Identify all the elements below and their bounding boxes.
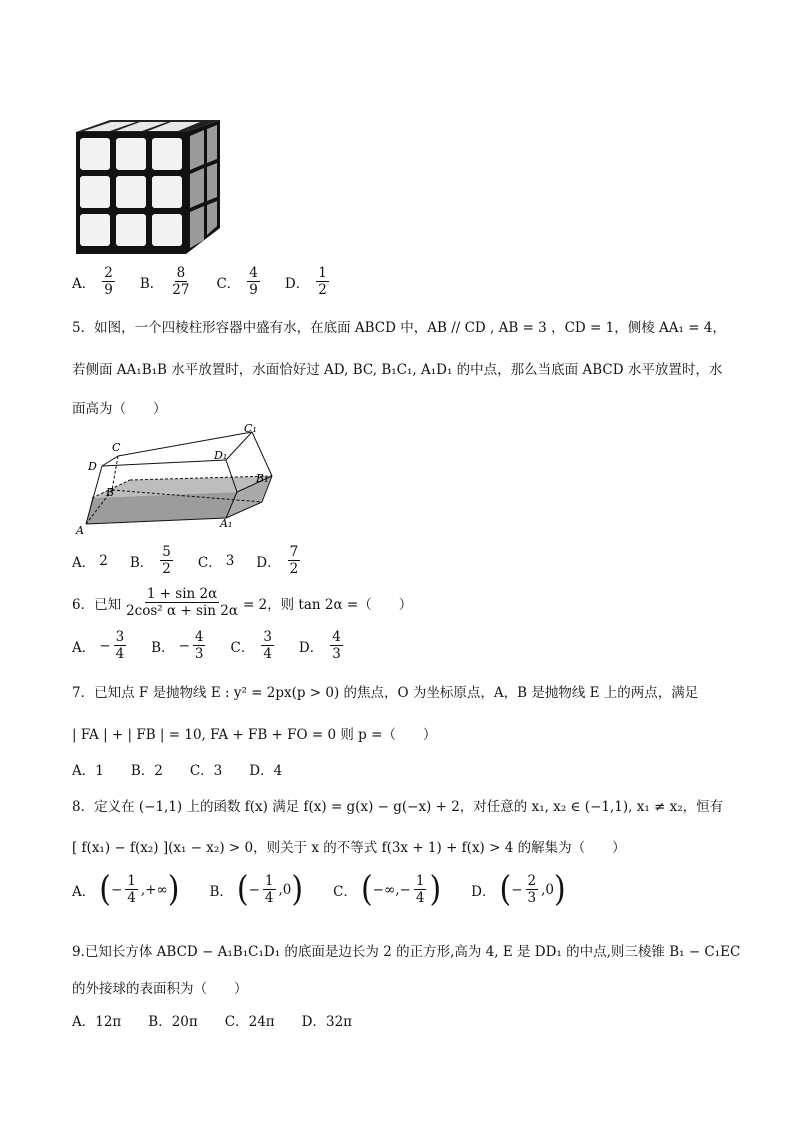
vertex-label-d1: D₁ bbox=[214, 449, 228, 462]
vertex-label-d: D bbox=[88, 460, 97, 473]
q6-options bbox=[72, 630, 368, 661]
q8-stem-line2: [ f(x₁) − f(x₂) ](x₁ − x₂) > 0，则关于 x 的不等式 f(3x + 1) + f(x) > 4 的解集为（ ） bbox=[72, 840, 626, 856]
q4-option-c[interactable]: C． $\frac{4}{9}$ bbox=[216, 265, 258, 299]
q5-option-c[interactable]: C． 3 bbox=[197, 552, 235, 571]
q5-stem-line3: 面高为（ ） bbox=[72, 401, 167, 417]
q6-stem: 6．已知 $\frac{1 + \sin 2\alpha}{\text{2cos² α + sin 2α}}$ = 2，则 tan 2α =（ ） bbox=[72, 586, 413, 620]
rubiks-cube-figure bbox=[74, 118, 224, 258]
q5-option-d[interactable]: D． $\frac{7}{2}$ bbox=[256, 544, 299, 578]
q9-stem-line2: 的外接球的表面积为（ ） bbox=[72, 981, 248, 997]
q8-option-d[interactable]: D． ( − $\frac{2}{3}$ ,0 ) bbox=[471, 868, 566, 910]
q5-option-a[interactable]: A． 2 bbox=[72, 552, 108, 571]
vertex-label-c1: C₁ bbox=[244, 422, 257, 435]
q6-fraction: $\frac{1 + \sin 2\alpha}{\text{2cos² α + sin 2α}}$ bbox=[126, 586, 238, 620]
vertex-label-a1: A₁ bbox=[220, 517, 233, 530]
q4-options bbox=[72, 266, 354, 297]
prism-water-figure bbox=[72, 420, 282, 538]
q6-option-b[interactable]: B． − $\frac{4}{3}$ bbox=[151, 629, 204, 663]
q5-option-b[interactable]: B． $\frac{5}{2}$ bbox=[129, 544, 171, 578]
q9-stem-line1: 9.已知长方体 ABCD − A₁B₁C₁D₁ 的底面是边长为 2 的正方形,高为 4, E 是 DD₁ 的中点,则三棱锥 B₁ − C₁EC bbox=[72, 944, 741, 960]
q8-stem-line1: 8．定义在 (−1,1) 上的函数 f(x) 满足 f(x) = g(x) − g(−x) + 2，对任意的 x₁, x₂ ∈ (−1,1), x₁ ≠ x₂，恒有 bbox=[72, 799, 724, 815]
vertex-label-c: C bbox=[112, 441, 121, 454]
q6-option-a[interactable]: A． − $\frac{3}{4}$ bbox=[72, 629, 125, 663]
vertex-label-a: A bbox=[76, 524, 84, 537]
q6-option-c[interactable]: C． $\frac{3}{4}$ bbox=[230, 629, 272, 663]
q9-options[interactable]: A．12π B．20π C．24π D．32π bbox=[72, 1014, 353, 1030]
q4-option-b[interactable]: B． $\frac{8}{27}$ bbox=[139, 265, 190, 299]
q7-stem-line1: 7．已知点 F 是抛物线 E : y² = 2px(p > 0) 的焦点，O 为坐标原点，A，B 是抛物线 E 上的两点，满足 bbox=[72, 685, 699, 701]
q4-option-d[interactable]: D． $\frac{1}{2}$ bbox=[284, 265, 327, 299]
q7-options[interactable]: A．1 B．2 C．3 D．4 bbox=[72, 763, 283, 779]
q6-option-d[interactable]: D． $\frac{4}{3}$ bbox=[298, 629, 341, 663]
q5-stem-line2: 若侧面 AA₁B₁B 水平放置时，水面恰好过 AD, BC, B₁C₁, A₁D₁ 的中点，那么当底面 ABCD 水平放置时，水 bbox=[72, 362, 723, 378]
q8-option-a[interactable]: A． ( − $\frac{1}{4}$ ,+∞ ) bbox=[72, 868, 180, 910]
q8-option-b[interactable]: B． ( − $\frac{1}{4}$ ,0 ) bbox=[209, 868, 304, 910]
q7-stem-line2: | FA | + | FB | = 10, FA + FB + FO = 0 则 p =（ ） bbox=[72, 727, 437, 743]
vertex-label-b1: B₁ bbox=[256, 472, 269, 485]
q8-options bbox=[72, 868, 588, 910]
q8-option-c[interactable]: C． ( −∞,− $\frac{1}{4}$ ) bbox=[333, 868, 442, 910]
q5-stem-line1: 5．如图，一个四棱柱形容器中盛有水，在底面 ABCD 中，AB // CD , AB = 3 ，CD = 1，侧棱 AA₁ = 4， bbox=[72, 320, 726, 336]
q4-option-a[interactable]: A． $\frac{2}{9}$ bbox=[72, 265, 113, 299]
q5-options bbox=[72, 545, 325, 576]
vertex-label-b: B bbox=[106, 486, 115, 499]
